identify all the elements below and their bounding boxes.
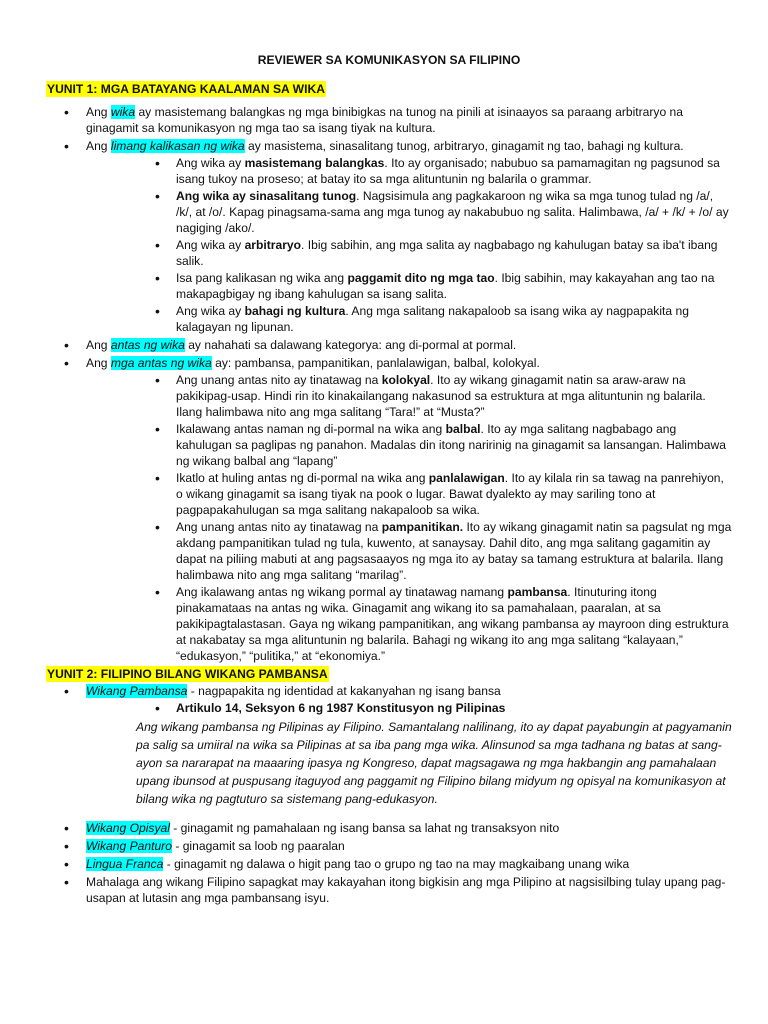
text: . Ito ay organisado; nabubuo sa pamamagitan ng pagsunod sa isang tukoy na proseso; at batay ito sa mga alituntunin ng balarila o grammar. (176, 156, 720, 186)
unit1-heading: YUNIT 1: MGA BATAYANG KAALAMAN SA WIKA (47, 82, 325, 96)
bold-term: pampanitikan. (381, 520, 464, 534)
text: Ang (86, 105, 111, 119)
list-item (46, 104, 732, 136)
text: - ginagamit sa loob ng paaralan (171, 839, 345, 853)
text: . Ibig sabihin, ang mga salita ay nagbabago ng kahulugan batay sa iba't ibang salik. (176, 238, 718, 268)
highlight-term: Wikang Pambansa (86, 684, 188, 698)
bold-term: masistemang balangkas (244, 156, 385, 170)
text: Ang (86, 139, 111, 153)
text: Ikatlo at huling antas ng di-pormal na wika ang (176, 471, 429, 485)
bold-term: Ang wika ay sinasalitang tunog (176, 189, 357, 203)
constitution-quote: Ang wikang pambansa ng Pilipinas ay Filipino. Samantalang nalilinang, ito ay dapat payabungin at pagyamanin pa salig sa umiiral na wika sa Pilipinas at sa iba pang mga wika. Alinsunod sa mga tadhana ng batas at sang-ayon sa nararapat na maaaring ipasya ng Kongreso, dapat magsagawa ng mga hakbangin ang pamahalaan upang ibunsod at puspusang itaguyod ang paggamit ng Filipino bilang midyum ng opisyal na komunikasyon at bilang wika ng pagtuturo sa sistemang pang-edukasyon. (136, 720, 732, 806)
text: Ang wika ay (176, 304, 245, 318)
unit1-heading-row (46, 81, 732, 97)
bold-term: panlalawigan (428, 471, 505, 485)
text: . Ito ay mga salitang nagbabago ang kahulugan sa paglipas ng panahon. Madalas din itong naririnig na ginagamit sa lansangan. Halimbawa ng wikang balbal ang “lapang” (176, 422, 726, 468)
text: ay: pambansa, pampanitikan, panlalawigan, balbal, kolokyal. (211, 356, 540, 370)
text: . Ang mga salitang nakapaloob sa isang wika ay nagpapakita ng kalagayan ng lipunan. (176, 304, 689, 334)
document-title: REVIEWER SA KOMUNIKASYON SA FILIPINO (257, 53, 521, 67)
highlight-term: mga antas ng wika (110, 356, 212, 370)
highlight-term: limang kalikasan ng wika (110, 139, 245, 153)
highlight-term: Wikang Opisyal (86, 821, 170, 835)
text: . Nagsisimula ang pagkakaroon ng wika sa mga tunog tulad ng /a/, /k/, at /o/. Kapag pinagsama-sama ang mga tunog ay nakabubuo ng salita. Halimbawa, /a/ + /k/ + /o/ ay nagiging /ako/. (176, 189, 729, 235)
bold-term: bahagi ng kultura (244, 304, 346, 318)
sub-list-item (138, 421, 732, 469)
bold-term: paggamit dito ng mga tao (347, 271, 495, 285)
document-page (46, 52, 732, 908)
unit2-heading-row (46, 666, 732, 682)
unit2-heading: YUNIT 2: FILIPINO BILANG WIKANG PAMBANSA (47, 667, 328, 681)
list-item (46, 138, 732, 335)
text: - ginagamit ng pamahalaan ng isang bansa sa lahat ng transaksyon nito (169, 821, 560, 835)
text: - nagpapakita ng identidad at kakanyahan ng isang bansa (187, 684, 501, 698)
sub-list-item (138, 303, 732, 335)
highlight-term: antas ng wika (110, 338, 185, 352)
text: Ang unang antas nito ay tinatawag na (176, 520, 382, 534)
text: . Ito ay kilala rin sa tawag na panrehiyon, o wikang ginagamit sa isang tiyak na pook o lugar. Bawat dyalekto ay may sariling tono at pagpapakahulugan sa mga salitang nakapaloob sa wika. (176, 471, 724, 517)
sub-list-item (138, 519, 732, 583)
unit2-list (46, 683, 732, 716)
sub-list (86, 700, 732, 716)
list-item (46, 820, 732, 836)
sub-list-item (138, 470, 732, 518)
sub-list (86, 155, 732, 335)
text: Ang wika ay (176, 156, 245, 170)
unit2-list-continued (46, 820, 732, 906)
text: . Itinuturing itong pinakamataas na antas ng wika. Ginagamit ang wikang ito sa pamahalaan, paaralan, at sa pakikipagtalastasan. Gaya ng wikang pampanitikan, ang wikang pambansa ay mayroon ding estruktura at nakabatay sa mga alituntunin ng balarila. Bahagi ng wikang ito ang mga salitang “kalayaan,” “edukasyon,” “pulitika,” at “ekonomiya.” (176, 585, 729, 663)
text: - ginagamit ng dalawa o higit pang tao o grupo ng tao na may magkaibang unang wika (163, 857, 630, 871)
text: Ito ay wikang ginagamit natin sa pagsulat ng mga akdang pampanitikan tulad ng tula, kuwento, at sanaysay. Dahil dito, ang mga salitang gagamitin ay dapat na piliing mabuti at ang pagsasaayos ng mga ito ay batay sa tamang estruktura at balarila. Ilang halimbawa nito ang mga salitang “marilag”. (176, 520, 732, 582)
highlight-term: wika (110, 105, 136, 119)
sub-list-item (138, 188, 732, 236)
text: Isa pang kalikasan ng wika ang (176, 271, 348, 285)
text: Mahalaga ang wikang Filipino sapagkat may kakayahan itong bigkisin ang mga Pilipino at nagsisilbing tulay upang pag-usapan at lutasin ang mga pambansang isyu. (86, 875, 726, 905)
text: Ang (86, 338, 111, 352)
text: Ang (86, 356, 111, 370)
highlight-term: Wikang Panturo (86, 839, 172, 853)
article-heading: Artikulo 14, Seksyon 6 ng 1987 Konstitusyon ng Pilipinas (176, 701, 506, 715)
text: Ikalawang antas naman ng di-pormal na wika ang (176, 422, 446, 436)
sub-list-item (138, 584, 732, 664)
list-item (46, 874, 732, 906)
list-item (46, 838, 732, 854)
sub-list-item (138, 237, 732, 269)
text: ay nahahati sa dalawang kategorya: ang di-pormal at pormal. (184, 338, 517, 352)
text: . Ibig sabihin, may kakayahan ang tao na makapagbigay ng ibang kahulugan sa isang salita. (176, 271, 715, 301)
text: ay masistema, sinasalitang tunog, arbitraryo, ginagamit ng tao, bahagi ng kultura. (244, 139, 684, 153)
bold-term: balbal (445, 422, 481, 436)
sub-list-item (138, 270, 732, 302)
text: Ang ikalawang antas ng wikang pormal ay tinatawag namang (176, 585, 508, 599)
text: ay masistemang balangkas ng mga binibigkas na tunog na pinili at isinaayos sa paraang arbitraryo na ginagamit sa komunikasyon ng mga tao sa isang tiyak na kultura. (86, 105, 684, 135)
bold-term: kolokyal (381, 373, 431, 387)
sub-list-item (138, 372, 732, 420)
sub-list-item (138, 155, 732, 187)
list-item (46, 337, 732, 353)
text: Ang wika ay (176, 238, 245, 252)
highlight-term: Lingua Franca (86, 857, 164, 871)
list-item (46, 856, 732, 872)
list-item (46, 683, 732, 716)
text: . Ito ay wikang ginagamit natin sa araw-araw na pakikipag-usap. Hindi rin ito kinakailangang nakasunod sa estruktura at mga alituntunin ng balarila. Ilang halimbawa nito ang mga salitang “Tara!” at “Musta?” (176, 373, 706, 419)
bold-term: arbitraryo (244, 238, 302, 252)
bold-term: pambansa (507, 585, 568, 599)
text: Ang unang antas nito ay tinatawag na (176, 373, 382, 387)
unit1-list (46, 104, 732, 664)
list-item (46, 355, 732, 664)
sub-list-item (138, 700, 732, 716)
sub-list (86, 372, 732, 664)
